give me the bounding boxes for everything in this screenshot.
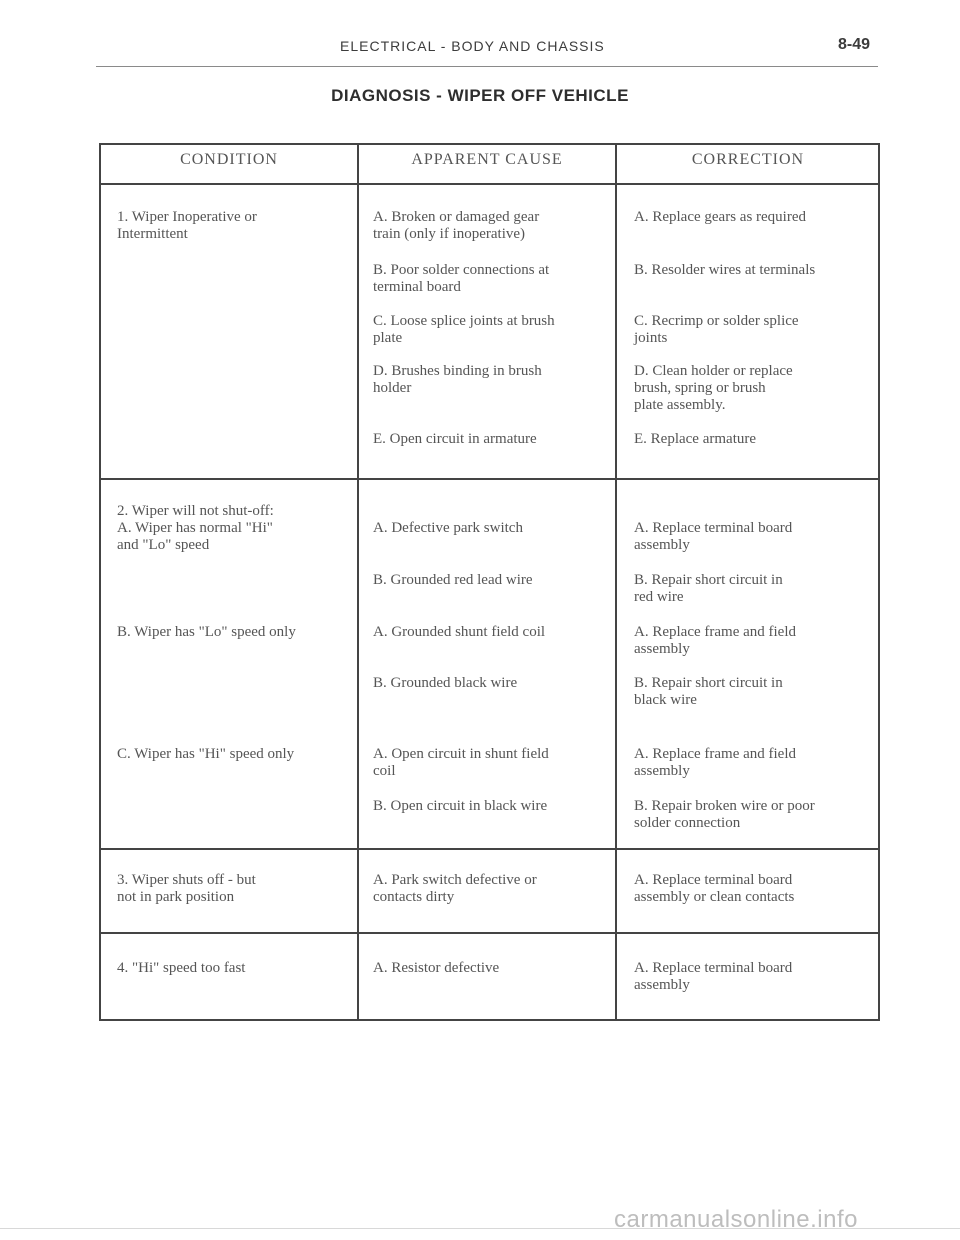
condition-cell: 4. "Hi" speed too fast	[117, 960, 246, 976]
cause-cell: A. Grounded shunt field coil	[373, 624, 546, 640]
diagnosis-table	[99, 143, 880, 1021]
correction-cell: A. Replace terminal board assembly	[634, 520, 793, 553]
page-title: DIAGNOSIS - WIPER OFF VEHICLE	[331, 86, 629, 105]
condition-cell: 2. Wiper will not shut-off: A. Wiper has normal "Hi" and "Lo" speed	[117, 503, 274, 553]
cause-cell: D. Brushes binding in brush holder	[373, 363, 542, 396]
correction-cell: B. Repair short circuit in red wire	[634, 572, 783, 605]
correction-cell: A. Replace frame and field assembly	[634, 624, 797, 657]
condition-cell: C. Wiper has "Hi" speed only	[117, 746, 295, 762]
header-rule	[96, 66, 878, 67]
column-header-correction: CORRECTION	[691, 151, 805, 168]
cause-cell: A. Defective park switch	[373, 520, 523, 536]
correction-cell: D. Clean holder or replace brush, spring or brush plate assembly.	[634, 363, 793, 413]
group-divider-1	[101, 478, 878, 480]
correction-cell: A. Replace terminal board assembly	[634, 960, 793, 993]
correction-cell: A. Replace terminal board assembly or clean contacts	[634, 872, 795, 905]
column-divider-2	[615, 145, 617, 1019]
correction-cell: B. Repair broken wire or poor solder connection	[634, 798, 815, 831]
correction-cell: B. Resolder wires at terminals	[634, 262, 816, 278]
correction-cell: E. Replace armature	[634, 431, 757, 447]
cause-cell: A. Park switch defective or contacts dirty	[373, 872, 537, 905]
header-row-rule	[101, 183, 878, 185]
cause-cell: B. Grounded red lead wire	[373, 572, 533, 588]
cause-cell: B. Open circuit in black wire	[373, 798, 548, 814]
group-divider-2	[101, 848, 878, 850]
section-title: ELECTRICAL - BODY AND CHASSIS	[340, 38, 605, 54]
cause-cell: C. Loose splice joints at brush plate	[373, 313, 555, 346]
condition-cell: 3. Wiper shuts off - but not in park position	[117, 872, 256, 905]
watermark-text: carmanualsonline.info	[614, 1206, 858, 1233]
correction-cell: A. Replace frame and field assembly	[634, 746, 797, 779]
group-divider-3	[101, 932, 878, 934]
column-header-condition: CONDITION	[180, 151, 278, 168]
cause-cell: E. Open circuit in armature	[373, 431, 537, 447]
correction-cell: B. Repair short circuit in black wire	[634, 675, 783, 708]
cause-cell: A. Resistor defective	[373, 960, 500, 976]
correction-cell: C. Recrimp or solder splice joints	[634, 313, 799, 346]
cause-cell: B. Poor solder connections at terminal board	[373, 262, 550, 295]
condition-cell: 1. Wiper Inoperative or Intermittent	[117, 209, 257, 242]
running-header	[0, 36, 960, 58]
correction-cell: A. Replace gears as required	[634, 209, 807, 225]
cause-cell: A. Broken or damaged gear train (only if inoperative)	[373, 209, 540, 242]
cause-cell: B. Grounded black wire	[373, 675, 518, 691]
cause-cell: A. Open circuit in shunt field coil	[373, 746, 549, 779]
column-divider-1	[357, 145, 359, 1019]
column-header-apparent-cause: APPARENT CAUSE	[411, 151, 563, 168]
condition-cell: B. Wiper has "Lo" speed only	[117, 624, 296, 640]
page-number: 8-49	[838, 36, 871, 53]
